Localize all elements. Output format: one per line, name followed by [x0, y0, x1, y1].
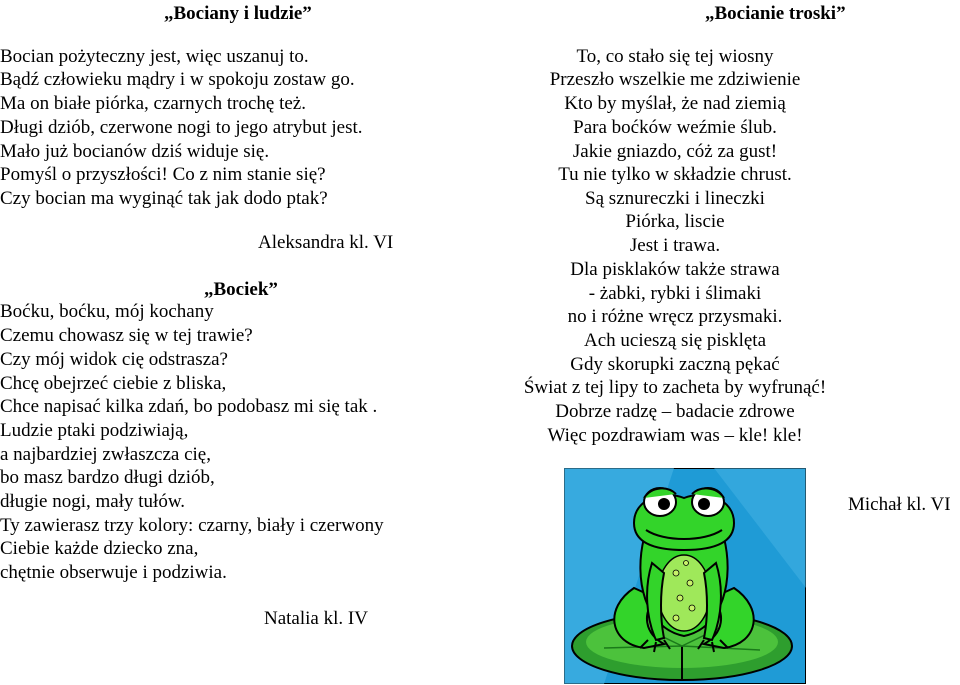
poem-title: „Bocianie troski” [705, 3, 846, 24]
poem-line: Mało już bocianów dziś widuje się. [0, 141, 270, 162]
poem-line: Dobrze radzę – badacie zdrowe [555, 401, 795, 422]
poem-line: bo masz bardzo długi dziób, [0, 467, 215, 488]
poem-line: a najbardziej zwłaszcza cię, [0, 444, 211, 465]
poem-line: Świat z tej lipy to zacheta by wyfrunąć! [523, 377, 827, 398]
poem-line: chętnie obserwuje i podziwia. [0, 562, 227, 583]
poem-line: długie nogi, mały tułów. [0, 491, 186, 512]
poem-line: Jakie gniazdo, cóż za gust! [572, 141, 778, 162]
poem-line: Czy bocian ma wyginąć tak jak dodo ptak? [0, 188, 328, 209]
poem-author: Michał kl. VI [848, 494, 951, 515]
poem-line: Piórka, liscie [625, 211, 725, 232]
poem-line: Kto by myślał, że nad ziemią [564, 93, 786, 114]
poem-line: Tu nie tylko w składzie chrust. [558, 164, 792, 185]
poem-title: „Bociek” [204, 279, 278, 300]
poem-line: Para boćków weźmie ślub. [573, 117, 777, 138]
poem-line: - żabki, rybki i ślimaki [588, 283, 762, 304]
frog-illustration [564, 468, 806, 684]
poem-line: Czy mój widok cię odstrasza? [0, 349, 228, 370]
poem-author: Aleksandra kl. VI [258, 232, 394, 253]
poem-line: Więc pozdrawiam was – kle! kle! [547, 425, 803, 446]
poem-line: Chce napisać kilka zdań, bo podobasz mi się tak . [0, 396, 378, 417]
poem-line: Bądź człowieku mądry i w spokoju zostaw go. [0, 69, 355, 90]
poem-line: Długi dziób, czerwone nogi to jego atrybut jest. [0, 117, 363, 138]
poem-line: Przeszło wszelkie me zdziwienie [549, 69, 801, 90]
poem-line: Ty zawierasz trzy kolory: czarny, biały i czerwony [0, 515, 384, 536]
poem-line: To, co stało się tej wiosny [576, 46, 774, 67]
poem-line: Bocian pożyteczny jest, więc uszanuj to. [0, 46, 309, 67]
poem-line: Są sznureczki i lineczki [585, 188, 765, 209]
poem-line: Ciebie każde dziecko zna, [0, 538, 199, 559]
poem-line: Pomyśl o przyszłości! Co z nim stanie się? [0, 164, 326, 185]
poem-title: „Bociany i ludzie” [164, 3, 312, 24]
poem-line: Boćku, boćku, mój kochany [0, 301, 214, 322]
poem-line: Czemu chowasz się w tej trawie? [0, 325, 253, 346]
poem-line: Ach ucieszą się pisklęta [583, 330, 766, 351]
poem-line: Jest i trawa. [629, 235, 721, 256]
poem-line: Chcę obejrzeć ciebie z bliska, [0, 373, 227, 394]
poem-line: Ma on białe piórka, czarnych trochę też. [0, 93, 306, 114]
poem-author: Natalia kl. IV [264, 608, 368, 629]
poem-line: Gdy skorupki zaczną pękać [570, 354, 780, 375]
poem-line: Dla pisklaków także strawa [570, 259, 780, 280]
poem-line: Ludzie ptaki podziwiają, [0, 420, 189, 441]
poem-line: no i różne wręcz przysmaki. [567, 306, 783, 327]
